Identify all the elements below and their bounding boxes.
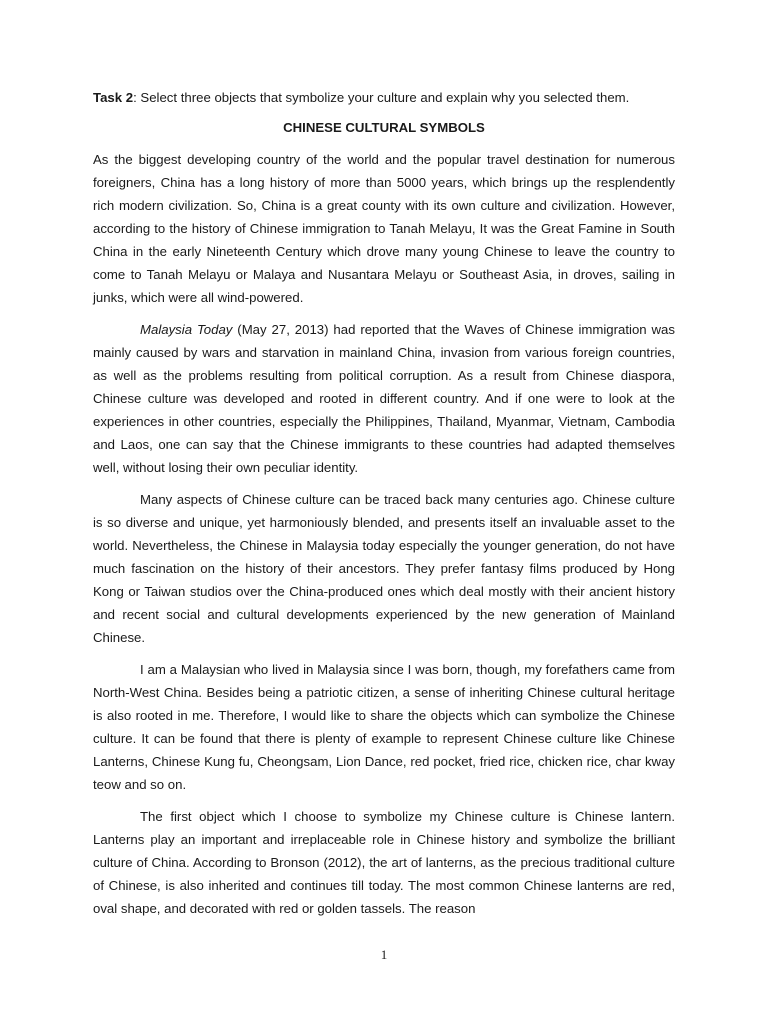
paragraph-2 bbox=[93, 318, 675, 479]
document-body bbox=[93, 86, 675, 929]
paragraph-5: The first object which I choose to symbolize my Chinese culture is Chinese lantern. Lanterns play an important and irreplaceable role in Chinese history and symbolize the brilliant culture of China. According to Bronson (2012), the art of lanterns, as the precious traditional culture of Chinese, is also inherited and continues till today. The most common Chinese lanterns are red, oval shape, and decorated with red or golden tassels. The reason bbox=[93, 809, 675, 916]
paragraph-4: I am a Malaysian who lived in Malaysia since I was born, though, my forefathers came from North-West China. Besides being a patriotic citizen, a sense of inheriting Chinese cultural heritage is also rooted in me. Therefore, I would like to share the objects which can symbolize the Chinese culture. It can be found that there is plenty of example to represent Chinese culture like Chinese Lanterns, Chinese Kung fu, Cheongsam, Lion Dance, red pocket, fried rice, chicken rice, char kway teow and so on. bbox=[93, 662, 675, 792]
source-title: Malaysia Today bbox=[140, 322, 233, 337]
paragraph-2-text: (May 27, 2013) had reported that the Waves of Chinese immigration was mainly caused by wars and starvation in mainland China, invasion from various foreign countries, as well as the problems resulting from political corruption. As a result from Chinese diaspora, Chinese culture was developed and rooted in different country. And if one were to look at the experiences in other countries, especially the Philippines, Thailand, Myanmar, Vietnam, Cambodia and Laos, one can say that the Chinese immigrants to these countries had adapted themselves well, without losing their own peculiar identity. bbox=[93, 322, 675, 475]
document-title: CHINESE CULTURAL SYMBOLS bbox=[283, 120, 485, 135]
task-label: Task 2 bbox=[93, 90, 134, 105]
paragraph-1: As the biggest developing country of the world and the popular travel destination for numerous foreigners, China has a long history of more than 5000 years, which brings up the resplendently rich modern civilization. So, China is a great county with its own culture and civilization. However, according to the history of Chinese immigration to Tanah Melayu, It was the Great Famine in South China in the early Nineteenth Century which drove many young Chinese to leave the country to come to Tanah Melayu or Malaya and Nusantara Melayu or Southeast Asia, in droves, sailing in junks, which were all wind-powered. bbox=[93, 152, 675, 305]
page-number: 1 bbox=[380, 947, 388, 962]
paragraph-3: Many aspects of Chinese culture can be traced back many centuries ago. Chinese culture is so diverse and unique, yet harmoniously blended, and presents itself an invaluable asset to the world. Nevertheless, the Chinese in Malaysia today especially the younger generation, do not have much fascination on the history of their ancestors. They prefer fantasy films produced by Hong Kong or Taiwan studios over the China-produced ones which deal mostly with their ancient history and recent social and cultural developments experienced by the new generation of Mainland Chinese. bbox=[93, 492, 675, 645]
task-prompt bbox=[93, 86, 675, 109]
task-text: : Select three objects that symbolize your culture and explain why you selected them. bbox=[133, 90, 630, 105]
